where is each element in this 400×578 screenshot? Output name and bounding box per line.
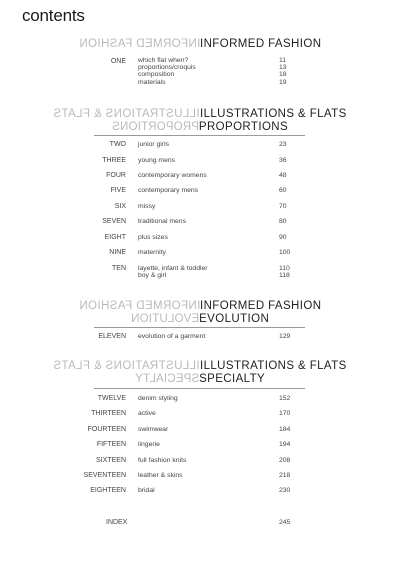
page-number: 194 <box>279 441 291 448</box>
chapter-entry: denim styling <box>138 395 178 402</box>
section-divider <box>94 388 305 389</box>
subheading-text: PROPORTIONS <box>198 121 289 133</box>
page-number: 90 <box>279 234 287 241</box>
section-subheading-evolution <box>0 313 400 325</box>
chapter-number: TWO <box>109 141 126 148</box>
page-number: 23 <box>279 141 287 148</box>
page-number: 48 <box>279 172 287 179</box>
index-label: INDEX <box>106 519 128 526</box>
chapter-number: FOUR <box>106 172 126 179</box>
section-subheading-specialty <box>0 373 400 385</box>
section-heading-illustrations-flats <box>0 360 400 372</box>
chapter-entry: traditional mens <box>138 218 186 225</box>
chapter-entry: junior girls <box>138 141 169 148</box>
chapter-number: ELEVEN <box>98 333 126 340</box>
chapter-entry: lingerie <box>138 441 160 448</box>
page-number: 80 <box>279 218 287 225</box>
chapter-number: SIXTEEN <box>96 457 126 464</box>
chapter-number: FIFTEEN <box>96 441 126 448</box>
chapter-entry: contemporary womens <box>138 172 207 179</box>
chapter-number: THIRTEEN <box>91 410 126 417</box>
page-number: 208 <box>279 457 291 464</box>
page-number: 19 <box>279 79 287 86</box>
page-number: 184 <box>279 426 291 433</box>
subheading-mirror-text: SPECIALTY <box>134 373 200 385</box>
section-heading-informed-fashion <box>0 38 400 50</box>
heading-mirror-text: ILLUSTRATIONS & FLATS <box>53 108 200 120</box>
subheading-text: SPECIALTY <box>199 373 266 385</box>
chapter-entry: leather & skins <box>138 472 183 479</box>
heading-mirror-text: INFORMED FASHION <box>78 38 200 50</box>
chapter-entry: swimwear <box>138 426 169 433</box>
chapter-entry: which flat when? <box>138 57 189 64</box>
chapter-entry: young mens <box>138 157 176 164</box>
index-page-number: 245 <box>279 519 291 526</box>
heading-mirror-text: INFORMED FASHION <box>78 300 200 312</box>
chapter-number: FIVE <box>110 187 126 194</box>
section-heading-illustrations-flats <box>0 108 400 120</box>
section-divider <box>94 327 305 328</box>
heading-text: INFORMED FASHION <box>200 38 322 50</box>
chapter-number: TEN <box>112 265 126 272</box>
chapter-entry: composition <box>138 71 175 78</box>
subheading-text: EVOLUTION <box>199 313 270 325</box>
chapter-entry: boy & girl <box>138 272 167 279</box>
heading-text: ILLUSTRATIONS & FLATS <box>200 108 347 120</box>
subheading-mirror-text: PROPORTIONS <box>111 121 199 133</box>
chapter-entry: proportions/croquis <box>138 64 196 71</box>
heading-mirror-text: ILLUSTRATIONS & FLATS <box>53 360 200 372</box>
chapter-number: FOURTEEN <box>87 426 126 433</box>
chapter-number: ONE <box>110 58 126 65</box>
chapter-entry: layette, infant & toddler <box>138 265 208 272</box>
section-subheading-proportions <box>0 121 400 133</box>
page-number: 152 <box>279 395 291 402</box>
chapter-entry: plus sizes <box>138 234 168 241</box>
chapter-entry: full fashion knits <box>138 457 187 464</box>
chapter-entry: contemporary mens <box>138 187 199 194</box>
chapter-number: EIGHTEEN <box>90 487 126 494</box>
page-number: 100 <box>279 249 291 256</box>
chapter-number: EIGHT <box>104 234 126 241</box>
section-heading-informed-fashion <box>0 300 400 312</box>
chapter-entry: missy <box>138 203 156 210</box>
chapter-number: SIX <box>114 203 126 210</box>
page-number: 70 <box>279 203 287 210</box>
chapter-entry: evolution of a garment <box>138 333 206 340</box>
chapter-number: SEVEN <box>102 218 126 225</box>
page-number: 36 <box>279 157 287 164</box>
page-number: 218 <box>279 472 291 479</box>
subheading-mirror-text: EVOLUTION <box>130 313 200 325</box>
heading-text: ILLUSTRATIONS & FLATS <box>200 360 347 372</box>
chapter-entry: active <box>138 410 156 417</box>
chapter-number: NINE <box>109 249 126 256</box>
chapter-number: THREE <box>102 157 126 164</box>
page-number: 110 <box>279 265 290 272</box>
section-divider <box>94 135 305 136</box>
page-number: 129 <box>279 333 291 340</box>
page-number: 170 <box>279 410 291 417</box>
page-number: 11 <box>279 57 287 64</box>
page-number: 230 <box>279 487 291 494</box>
chapter-entry: bridal <box>138 487 155 494</box>
page-number: 118 <box>279 272 290 279</box>
chapter-number: SEVENTEEN <box>83 472 126 479</box>
page-number: 13 <box>279 64 287 71</box>
page-title: contents <box>22 6 85 25</box>
chapter-entry: maternity <box>138 249 166 256</box>
chapter-number: TWELVE <box>97 395 126 402</box>
page-number: 18 <box>279 71 287 78</box>
chapter-entry: materials <box>138 79 166 86</box>
page-number: 60 <box>279 187 287 194</box>
heading-text: INFORMED FASHION <box>200 300 322 312</box>
